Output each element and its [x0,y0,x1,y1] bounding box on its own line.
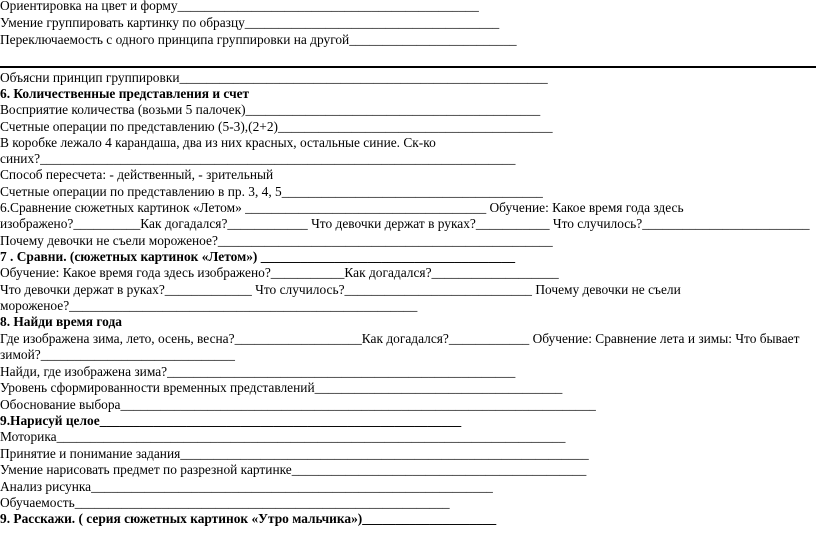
line-time-concepts: Уровень сформированности временных представлений_____________________________________ [0,380,563,395]
line-draw-cut-picture: Умение нарисовать предмет по разрезной картинке____________________________________________ [0,462,587,477]
section-divider [0,66,816,68]
line-choice-reason: Обоснование выбора_______________________________________________________________________ [0,397,596,412]
heading-section-8: 8. Найди время года [0,314,122,329]
line-pencils-task: В коробке лежало 4 карандаша, два из них красных, остальные синие. Ск-ко [0,135,436,150]
line-girls-holding: Что девочки держат в руках?_____________ Что случилось?____________________________ Почему девочки не съели [0,282,681,297]
line-icecream-question: Почему девочки не съели мороженое?__________________________________________________ [0,233,553,248]
line-explain-grouping: Объясни принцип группировки_______________________________________________________ [0,70,548,85]
line-training-season: Обучение: Какое время года здесь изображено?___________Как догадался?___________________ [0,265,559,280]
line-find-winter: Найди, где изображена зима?____________________________________________________ [0,364,516,379]
heading-section-7: 7 . Сравни. (сюжетных картинок «Летом») ______________________________________ [0,249,516,264]
line-counting-ops-2: Счетные операции по представлению в пр. 3, 4, 5_______________________________________ [0,184,543,199]
line-drawing-analysis: Анализ рисунка____________________________________________________________ [0,479,493,494]
line-counting-ops: Счетные операции по представлению (5-3),(2+2)_________________________________________ [0,119,553,134]
heading-section-9-story: 9. Расскажи. ( серия сюжетных картинок «Утро мальчика»)____________________ [0,511,497,526]
line-pencils-answer: синих?_______________________________________________________________________ [0,151,516,166]
heading-section-9-draw: 9.Нарисуй целое______________________________________________________ [0,413,462,428]
line-compare-pictures: 6.Сравнение сюжетных картинок «Летом» ____________________________________ Обучение: Какое время года здесь [0,200,684,215]
heading-section-6: 6. Количественные представления и счет [0,86,250,101]
line-quantity-perception: Восприятие количества (возьми 5 палочек)____________________________________________ [0,102,541,117]
line-color-shape: Ориентировка на цвет и форму_____________________________________________ [0,0,479,13]
line-counting-method: Способ пересчета: - действенный, - зрительный [0,167,274,182]
line-task-understanding: Принятие и понимание задания_____________________________________________________________ [0,446,589,461]
line-switching: Переключаемость с одного принципа группировки на другой_________________________ [0,32,517,47]
line-where-seasons: Где изображена зима, лето, осень, весна?___________________Как догадался?____________ Обучение: Сравнение лета и зимы: Что бывает [0,331,800,346]
line-winter: зимой?_____________________________ [0,347,235,362]
line-compare-questions: изображено?__________Как догадался?____________ Что девочки держат в руках?___________ Что случилось?_________________________ [0,216,810,231]
line-group-by-sample: Умение группировать картинку по образцу______________________________________ [0,15,500,30]
line-learnability: Обучаемость________________________________________________________ [0,495,450,510]
line-motor-skills: Моторика____________________________________________________________________________ [0,429,566,444]
line-icecream: мороженое?____________________________________________________ [0,298,418,313]
